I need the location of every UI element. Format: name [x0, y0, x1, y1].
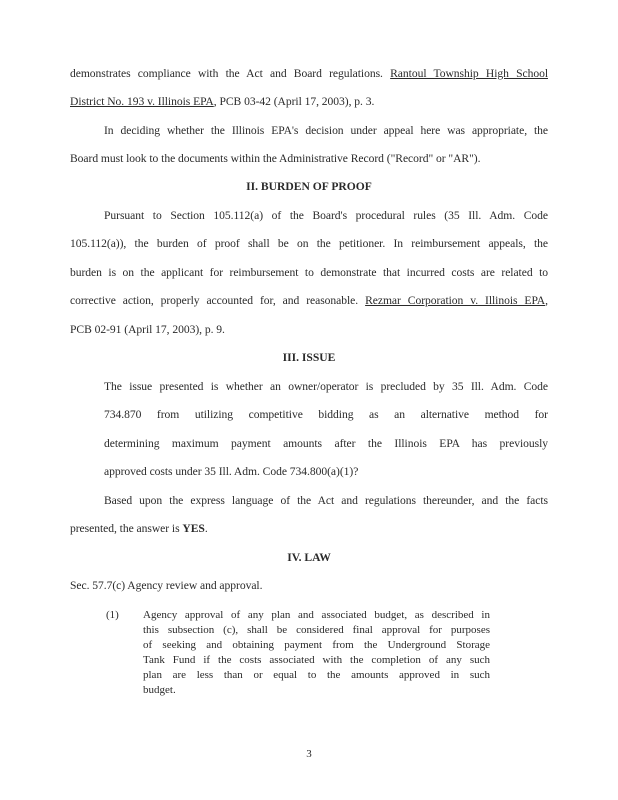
- case-citation-rezmar: Rezmar Corporation v. Illinois EPA: [365, 294, 546, 307]
- page-number: 3: [306, 748, 312, 760]
- para-burden-line-4: [70, 294, 548, 308]
- text-span: .: [204, 522, 208, 535]
- quote-line-3: of seeking and obtaining payment from the Underground Storage: [143, 639, 490, 651]
- case-citation-rantoul-cont: District No. 193 v. Illinois EPA: [70, 95, 214, 108]
- para-burden-line-3: burden is on the applicant for reimbursement to demonstrate that incurred costs are related to: [70, 266, 548, 279]
- quote-line-6: budget.: [143, 684, 176, 696]
- quote-line-2: this subsection (c), shall be considered final approval for purposes: [143, 624, 490, 636]
- answer-yes: YES: [182, 522, 205, 535]
- quote-line-1: Agency approval of any plan and associated budget, as described in: [143, 609, 490, 621]
- law-section-intro: Sec. 57.7(c) Agency review and approval.: [70, 579, 263, 592]
- heading-law: IV. LAW: [287, 551, 331, 564]
- para-answer-line-2: [70, 522, 548, 536]
- quote-line-4: Tank Fund if the costs associated with the completion of any such: [143, 654, 490, 666]
- para-burden-line-2: 105.112(a)), the burden of proof shall be on the petitioner. In reimbursement appeals, the: [70, 237, 548, 250]
- issue-line-3: determining maximum payment amounts after the Illinois EPA has previously: [104, 437, 548, 450]
- quote-item-number: (1): [106, 609, 119, 621]
- para-answer-line-1: Based upon the express language of the Act and regulations thereunder, and the facts: [104, 494, 548, 507]
- heading-burden-of-proof: II. BURDEN OF PROOF: [246, 180, 372, 193]
- para-continuation-line-2: [70, 95, 548, 109]
- text-span: presented, the answer is: [70, 522, 183, 535]
- text-span: demonstrates compliance with the Act and Board regulations.: [70, 67, 383, 80]
- para-record-line-1: In deciding whether the Illinois EPA's decision under appeal here was appropriate, the: [104, 124, 548, 137]
- text-span: , PCB 03-42 (April 17, 2003), p. 3.: [213, 95, 375, 108]
- heading-issue: III. ISSUE: [282, 351, 336, 364]
- issue-line-2: 734.870 from utilizing competitive bidding as an alternative method for: [104, 408, 548, 421]
- para-record-line-2: Board must look to the documents within the Administrative Record ("Record" or "AR").: [70, 152, 481, 165]
- para-burden-line-5: PCB 02-91 (April 17, 2003), p. 9.: [70, 323, 225, 336]
- issue-line-4: approved costs under 35 Ill. Adm. Code 734.800(a)(1)?: [104, 465, 359, 478]
- issue-line-1: The issue presented is whether an owner/operator is precluded by 35 Ill. Adm. Code: [104, 380, 548, 393]
- text-span: ,: [545, 294, 548, 307]
- para-continuation-line-1: [70, 67, 548, 81]
- case-citation-rantoul: Rantoul Township High School: [390, 67, 548, 80]
- text-span: corrective action, properly accounted for, and reasonable.: [70, 294, 359, 307]
- para-burden-line-1: Pursuant to Section 105.112(a) of the Board's procedural rules (35 Ill. Adm. Code: [104, 209, 548, 222]
- quote-line-5: plan are less than or equal to the amounts approved in such: [143, 669, 490, 681]
